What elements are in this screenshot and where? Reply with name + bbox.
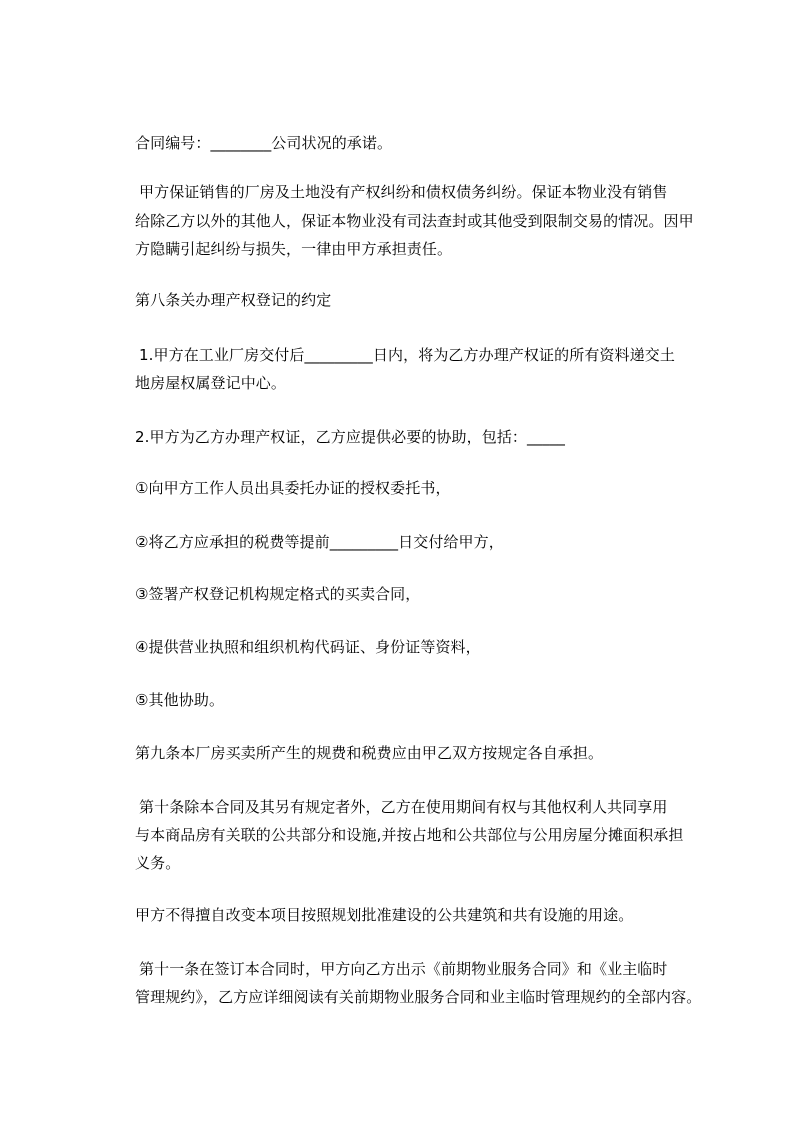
article-8-heading: 第八条关办理产权登记的约定 xyxy=(135,291,332,309)
seller-guarantee-line-1: 甲方保证销售的厂房及土地没有产权纠纷和债权债务纠纷。保证本物业没有销售 xyxy=(139,183,668,201)
contract-number-line: 合同编号：________公司状况的承诺。 xyxy=(135,134,393,152)
seller-guarantee-line-2: 给除乙方以外的其他人，保证本物业没有司法查封或其他受到限制交易的情况。因甲 xyxy=(135,212,694,230)
article-10-line-1: 第十条除本合同及其另有规定者外，乙方在使用期间有权与其他权利人共同享用 xyxy=(139,798,668,816)
clause-2-line: 2.甲方为乙方办理产权证，乙方应提供必要的协助，包括：_____ xyxy=(135,428,566,446)
article-10-line-3: 义务。 xyxy=(135,854,181,872)
article-9-line: 第九条本厂房买卖所产生的规费和税费应由甲乙双方按规定各自承担。 xyxy=(135,744,604,762)
item-5-line: ⑤其他协助。 xyxy=(135,691,225,709)
article-11-line-2: 管理规约》，乙方应详细阅读有关前期物业服务合同和业主临时管理规约的全部内容。 xyxy=(135,988,702,1006)
item-1-line: ①向甲方工作人员出具委托办证的授权委托书， xyxy=(135,479,451,497)
clause-1-line-1: 1.甲方在工业厂房交付后_________日内，将为乙方办理产权证的所有资料递交土 xyxy=(139,346,675,364)
seller-no-change-line: 甲方不得擅自改变本项目按照规划批准建设的公共建筑和共有设施的用途。 xyxy=(135,906,634,924)
clause-1-line-2: 地房屋权属登记中心。 xyxy=(135,374,287,392)
seller-guarantee-line-3: 方隐瞒引起纠纷与损失，一律由甲方承担责任。 xyxy=(135,240,453,258)
article-10-line-2: 与本商品房有关联的公共部分和设施,并按占地和公共部位与公用房屋分摊面积承担 xyxy=(135,826,684,844)
item-4-line: ④提供营业执照和组织机构代码证、身份证等资料， xyxy=(135,638,481,656)
item-3-line: ③签署产权登记机构规定格式的买卖合同， xyxy=(135,585,421,603)
item-2-line: ②将乙方应承担的税费等提前_________日交付给甲方， xyxy=(135,533,504,551)
article-11-line-1: 第十一条在签订本合同时，甲方向乙方出示《前期物业服务合同》和《业主临时 xyxy=(139,960,668,978)
